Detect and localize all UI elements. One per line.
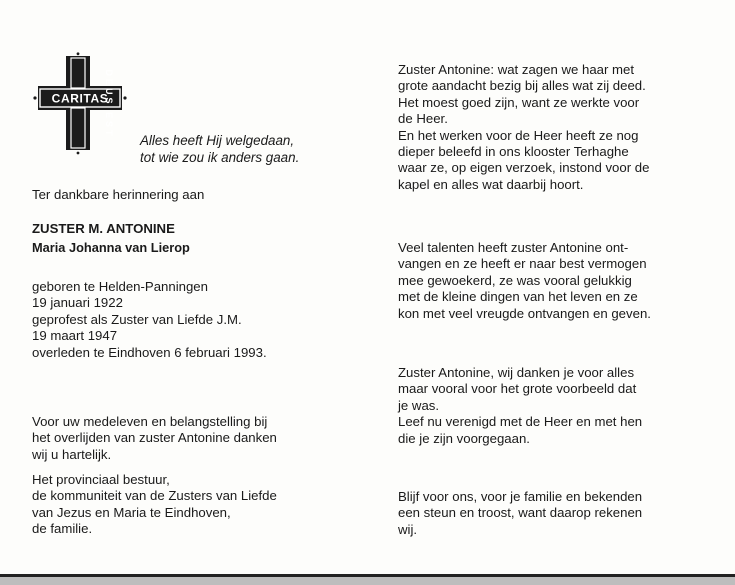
thanks-text bbox=[32, 414, 277, 463]
caritas-cross-icon bbox=[30, 52, 130, 156]
religious-name: ZUSTER M. ANTONINE bbox=[32, 221, 175, 236]
right-paragraph-1 bbox=[398, 62, 720, 193]
paragraph-line: waar ze, op eigen verzoek, instond voor de bbox=[398, 160, 650, 176]
paragraph-line: Zuster Antonine: wat zagen we haar met bbox=[398, 62, 635, 77]
paragraph-line: kon met veel vreugde ontvangen en geven. bbox=[398, 305, 651, 321]
motto-line-1: Alles heeft Hij welgedaan, bbox=[140, 133, 295, 148]
motto bbox=[140, 132, 299, 166]
scan-edge bbox=[0, 577, 735, 585]
paragraph-line: de Heer. bbox=[398, 111, 448, 127]
biography bbox=[32, 279, 267, 361]
signatory-line: de kommuniteit van de Zusters van Liefde bbox=[32, 488, 277, 504]
thanks-line: Voor uw medeleven en belangstelling bij bbox=[32, 414, 268, 429]
signatory-line: de familie. bbox=[32, 521, 93, 537]
right-paragraph-2 bbox=[398, 240, 720, 322]
thanks-line: wij u hartelijk. bbox=[32, 446, 112, 462]
paragraph-line: je was. bbox=[398, 397, 440, 413]
deceased-name bbox=[32, 221, 190, 257]
paragraph-line: Veel talenten heeft zuster Antonine ont- bbox=[398, 240, 629, 255]
paragraph-line: een steun en troost, want daarop rekenen bbox=[398, 505, 643, 521]
paragraph-line: kapel en alles wat daarbij hoort. bbox=[398, 176, 584, 192]
paragraph-line: dieper beleefd in ons klooster Terhaghe bbox=[398, 144, 629, 160]
right-paragraph-4 bbox=[398, 489, 720, 538]
bio-line: geboren te Helden-Panningen bbox=[32, 279, 208, 294]
paragraph-line: die je zijn voorgegaan. bbox=[398, 430, 530, 446]
paragraph-line: mee gewoekerd, ze was vooral gelukkig bbox=[398, 272, 632, 288]
right-paragraph-3 bbox=[398, 365, 720, 447]
paragraph-line: maar vooral voor het grote voorbeeld dat bbox=[398, 381, 637, 397]
paragraph-line: wij. bbox=[398, 521, 418, 537]
signatory-line: van Jezus en Maria te Eindhoven, bbox=[32, 504, 231, 520]
signatories bbox=[32, 472, 277, 538]
paragraph-line: met de kleine dingen van het leven en ze bbox=[398, 289, 638, 305]
paragraph-line: grote aandacht bezig bij alles wat zij deed. bbox=[398, 78, 646, 94]
paragraph-line: En het werken voor de Heer heeft ze nog bbox=[398, 127, 639, 143]
paragraph-line: Leef nu verenigd met de Heer en met hen bbox=[398, 414, 643, 430]
paragraph-line: vangen en ze heeft er naar best vermogen bbox=[398, 256, 647, 272]
paragraph-line: Blijf voor ons, voor je familie en bekenden bbox=[398, 489, 643, 504]
paragraph-line: Zuster Antonine, wij danken je voor alles bbox=[398, 365, 635, 380]
bio-line: overleden te Eindhoven 6 februari 1993. bbox=[32, 344, 267, 360]
bio-line: geprofest als Zuster van Liefde J.M. bbox=[32, 311, 242, 327]
intro-line: Ter dankbare herinnering aan bbox=[32, 187, 205, 202]
intro-text bbox=[32, 187, 204, 203]
civil-name: Maria Johanna van Lierop bbox=[32, 240, 190, 256]
thanks-line: het overlijden van zuster Antonine danken bbox=[32, 430, 277, 446]
motto-line-2: tot wie zou ik anders gaan. bbox=[140, 150, 300, 165]
logo-vertical-word: DEUS EST bbox=[104, 69, 114, 139]
bio-line: 19 maart 1947 bbox=[32, 328, 118, 344]
signatory-line: Het provinciaal bestuur, bbox=[32, 472, 170, 487]
logo-horizontal-word: CARITAS bbox=[51, 91, 109, 106]
bio-line: 19 januari 1922 bbox=[32, 295, 123, 311]
paragraph-line: Het moest goed zijn, want ze werkte voor bbox=[398, 94, 640, 110]
